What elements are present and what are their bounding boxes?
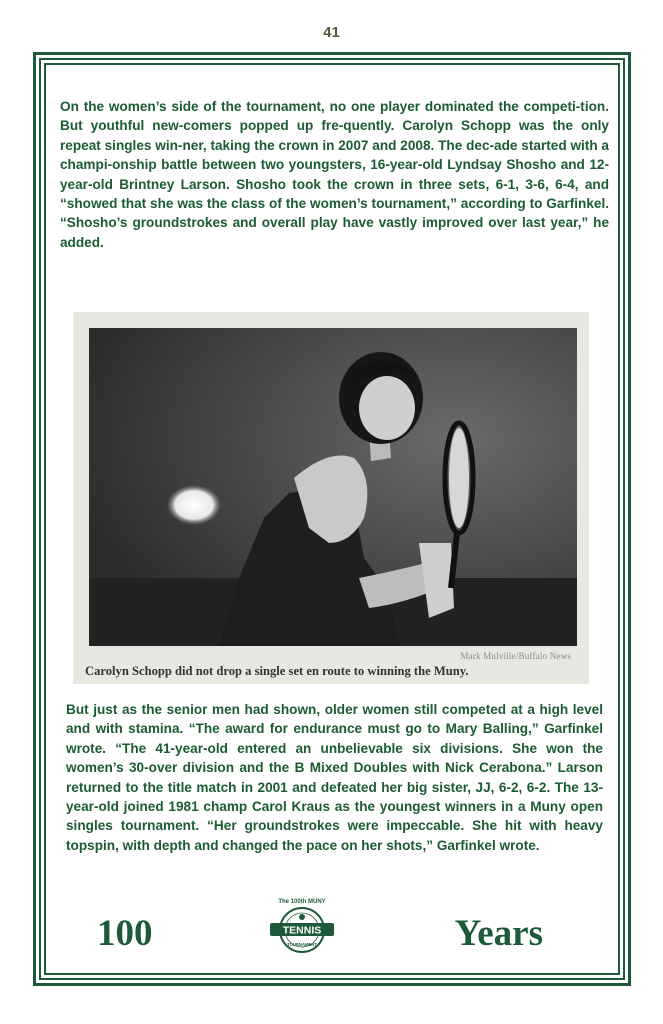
logo-bottom-text: TOURNAMENT <box>287 942 317 947</box>
tennis-photo <box>73 312 589 684</box>
photo-caption: Carolyn Schopp did not drop a single set en route to winning the Muny. <box>85 664 469 678</box>
logo-top-text: The 100th MUNY <box>278 899 326 905</box>
photo-credit: Mark Mulville/Buffalo News <box>460 651 571 661</box>
logo-main-text: TENNIS <box>282 924 322 937</box>
photo-image <box>89 328 577 646</box>
page-number: 41 <box>323 24 340 41</box>
tennis-tournament-logo <box>264 896 340 958</box>
footer-right-text: Years <box>454 913 543 954</box>
body-paragraph-2: But just as the senior men had shown, older women still competed at a high level and with stamina. “The award for endurance must go to Mary Balling,” Garfinkel wrote. “The 41-year-old entered an unbelievable six divisions. She won the women’s 30-over division and the B Mixed Doubles with Nick Cerabona.” Larson returned to the title match in 2001 and defeated her big sister, JJ, 6-2, 6-2. The 13-year-old joined 1981 champ Carol Kraus as the youngest winners in a Muny open singles tournament. “Her groundstrokes were impeccable. She hit with heavy topspin, with depth and changed the pace on her shots,” Garfinkel wrote. <box>66 702 603 853</box>
body-paragraph-1: On the women’s side of the tournament, no one player dominated the competi-tion. But youthful new-comers popped up fre-quently. Carolyn Schopp was the only repeat singles win-ner, taking the crown in 2007 and 2008. The dec-ade started with a champi-onship battle between two youngsters, 16-year-old Lyndsay Shosho and 12-year-old Brintney Larson. Shosho took the crown in three sets, 6-1, 3-6, 6-4, and “showed that she was the class of the women’s tournament,” according to Garfinkel. “Shosho’s groundstrokes and overall play have vastly improved over last year,” he added. <box>60 99 609 250</box>
footer-left-text: 100 <box>97 913 153 954</box>
